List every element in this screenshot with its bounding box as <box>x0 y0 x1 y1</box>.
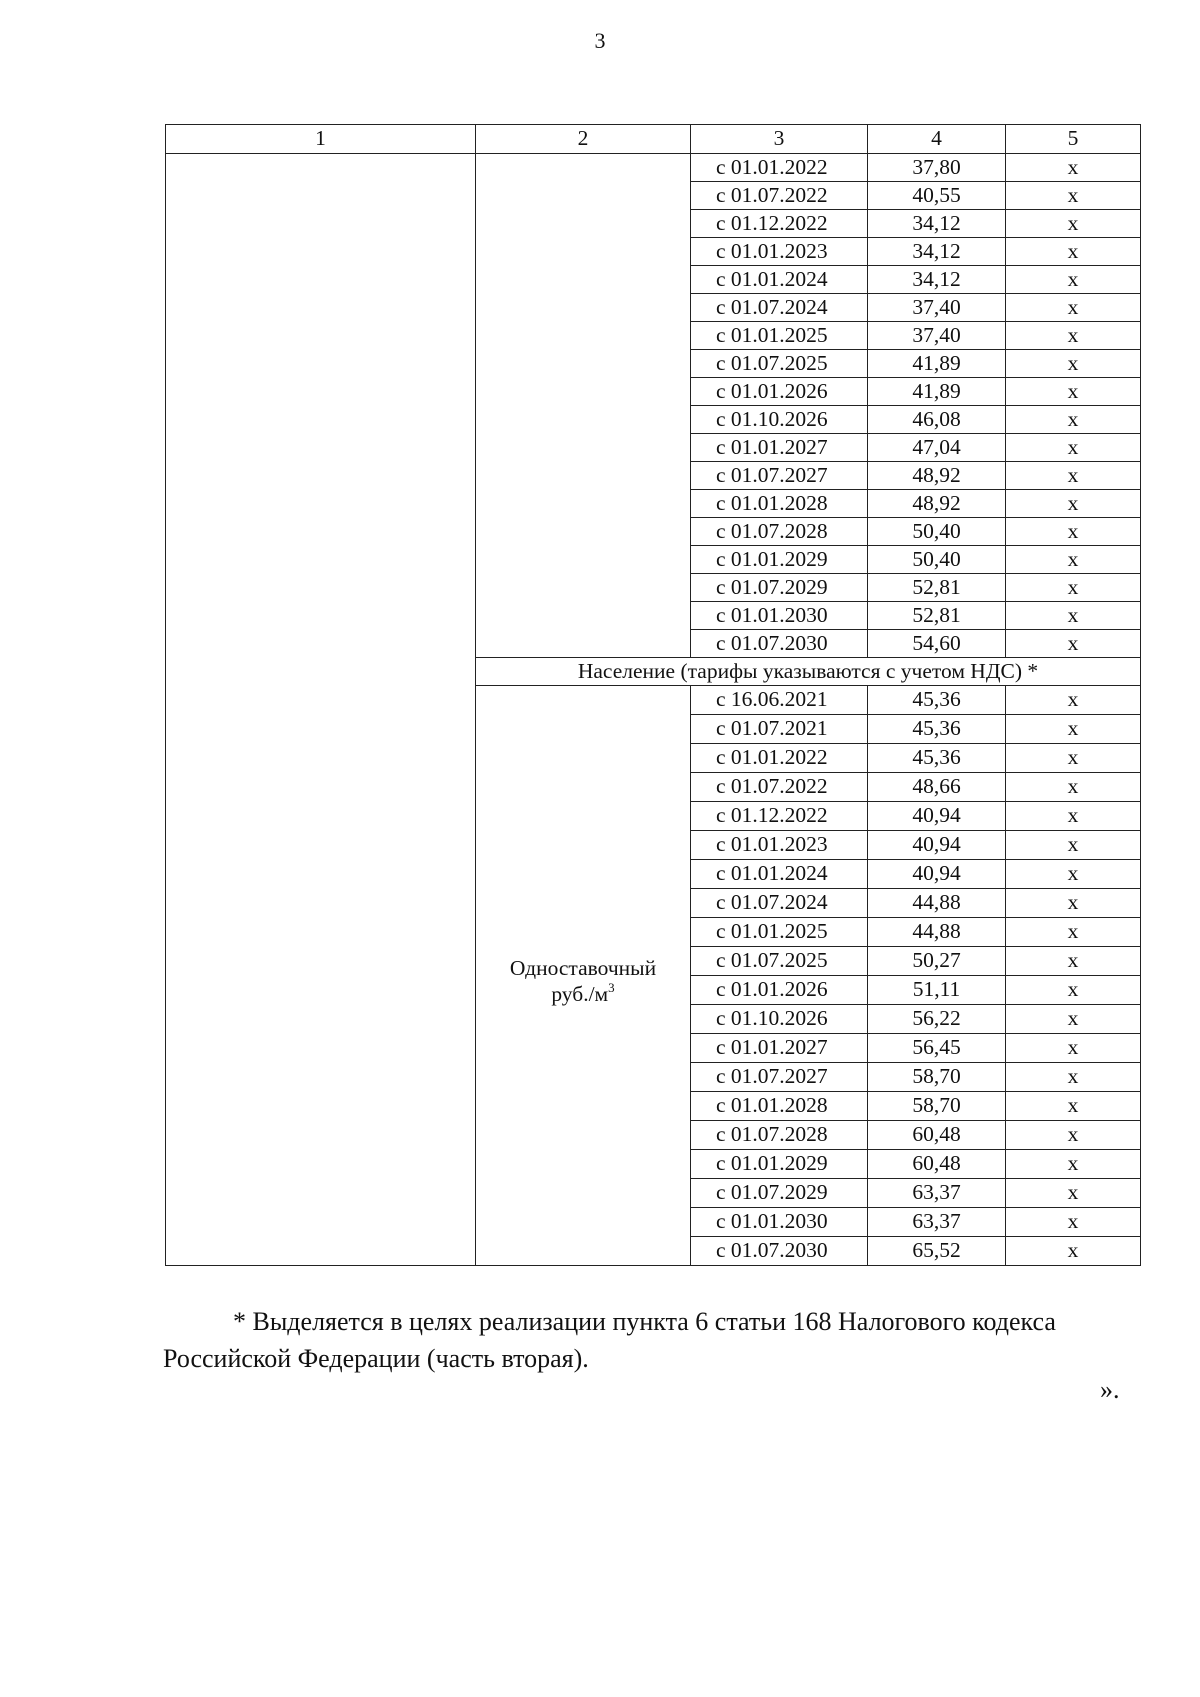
mark-cell: x <box>1006 686 1141 715</box>
date-cell: с 01.10.2026 <box>691 1005 868 1034</box>
value-cell: 46,08 <box>868 406 1006 434</box>
column-header-3: 3 <box>691 125 868 154</box>
mark-cell: x <box>1006 630 1141 658</box>
value-cell: 50,40 <box>868 518 1006 546</box>
value-cell: 58,70 <box>868 1092 1006 1121</box>
date-cell: с 01.07.2024 <box>691 889 868 918</box>
date-cell: с 01.07.2024 <box>691 294 868 322</box>
date-cell: с 01.01.2022 <box>691 154 868 182</box>
table-row <box>166 154 1141 182</box>
tariff-type-label: Одноставочный <box>509 955 657 980</box>
value-cell: 37,80 <box>868 154 1006 182</box>
date-cell: с 01.07.2022 <box>691 182 868 210</box>
date-cell: с 01.01.2022 <box>691 744 868 773</box>
mark-cell: x <box>1006 378 1141 406</box>
mark-cell: x <box>1006 860 1141 889</box>
value-cell: 60,48 <box>868 1150 1006 1179</box>
date-cell: с 01.07.2028 <box>691 518 868 546</box>
mark-cell: x <box>1006 1237 1141 1266</box>
column-header-1: 1 <box>166 125 476 154</box>
mark-cell: x <box>1006 1179 1141 1208</box>
mark-cell: x <box>1006 546 1141 574</box>
mark-cell: x <box>1006 406 1141 434</box>
date-cell: с 01.01.2025 <box>691 322 868 350</box>
column-header-2: 2 <box>476 125 691 154</box>
date-cell: с 01.01.2027 <box>691 1034 868 1063</box>
date-cell: с 01.01.2028 <box>691 1092 868 1121</box>
value-cell: 34,12 <box>868 210 1006 238</box>
date-cell: с 01.07.2030 <box>691 1237 868 1266</box>
date-cell: с 01.07.2030 <box>691 630 868 658</box>
value-cell: 60,48 <box>868 1121 1006 1150</box>
date-cell: с 01.01.2030 <box>691 1208 868 1237</box>
mark-cell: x <box>1006 744 1141 773</box>
closing-quote: ». <box>1100 1375 1120 1404</box>
mark-cell: x <box>1006 773 1141 802</box>
date-cell: с 01.01.2029 <box>691 546 868 574</box>
mark-cell: x <box>1006 574 1141 602</box>
date-cell: с 01.07.2022 <box>691 773 868 802</box>
value-cell: 45,36 <box>868 686 1006 715</box>
value-cell: 51,11 <box>868 976 1006 1005</box>
mark-cell: x <box>1006 889 1141 918</box>
mark-cell: x <box>1006 462 1141 490</box>
value-cell: 40,55 <box>868 182 1006 210</box>
date-cell: с 01.07.2027 <box>691 462 868 490</box>
date-cell: с 01.01.2028 <box>691 490 868 518</box>
mark-cell: x <box>1006 210 1141 238</box>
value-cell: 44,88 <box>868 889 1006 918</box>
value-cell: 40,94 <box>868 802 1006 831</box>
value-cell: 65,52 <box>868 1237 1006 1266</box>
date-cell: с 01.12.2022 <box>691 210 868 238</box>
value-cell: 34,12 <box>868 266 1006 294</box>
column-header-5: 5 <box>1006 125 1141 154</box>
mark-cell: x <box>1006 1208 1141 1237</box>
value-cell: 37,40 <box>868 322 1006 350</box>
date-cell: с 01.10.2026 <box>691 406 868 434</box>
mark-cell: x <box>1006 802 1141 831</box>
mark-cell: x <box>1006 831 1141 860</box>
date-cell: с 01.01.2026 <box>691 378 868 406</box>
date-cell: с 01.01.2024 <box>691 266 868 294</box>
mark-cell: x <box>1006 238 1141 266</box>
value-cell: 40,94 <box>868 860 1006 889</box>
date-cell: с 01.01.2027 <box>691 434 868 462</box>
value-cell: 48,92 <box>868 490 1006 518</box>
date-cell: с 01.12.2022 <box>691 802 868 831</box>
empty-column-cell <box>476 154 691 658</box>
value-cell: 63,37 <box>868 1208 1006 1237</box>
date-cell: с 01.07.2027 <box>691 1063 868 1092</box>
mark-cell: x <box>1006 976 1141 1005</box>
value-cell: 52,81 <box>868 574 1006 602</box>
date-cell: с 01.01.2024 <box>691 860 868 889</box>
mark-cell: x <box>1006 518 1141 546</box>
date-cell: с 01.01.2026 <box>691 976 868 1005</box>
mark-cell: x <box>1006 1034 1141 1063</box>
mark-cell: x <box>1006 1092 1141 1121</box>
mark-cell: x <box>1006 294 1141 322</box>
mark-cell: x <box>1006 182 1141 210</box>
mark-cell: x <box>1006 1150 1141 1179</box>
table-body <box>166 154 1141 1266</box>
date-cell: с 01.01.2029 <box>691 1150 868 1179</box>
tariff-unit-superscript: 3 <box>608 979 615 995</box>
mark-cell: x <box>1006 602 1141 630</box>
date-cell: с 01.07.2029 <box>691 1179 868 1208</box>
value-cell: 41,89 <box>868 378 1006 406</box>
mark-cell: x <box>1006 266 1141 294</box>
value-cell: 48,92 <box>868 462 1006 490</box>
date-cell: с 01.01.2030 <box>691 602 868 630</box>
date-cell: с 01.01.2023 <box>691 238 868 266</box>
mark-cell: x <box>1006 918 1141 947</box>
mark-cell: x <box>1006 322 1141 350</box>
date-cell: с 01.07.2029 <box>691 574 868 602</box>
value-cell: 50,27 <box>868 947 1006 976</box>
value-cell: 58,70 <box>868 1063 1006 1092</box>
mark-cell: x <box>1006 1121 1141 1150</box>
tariff-unit-label: руб./м <box>551 981 609 1006</box>
value-cell: 56,22 <box>868 1005 1006 1034</box>
date-cell: с 01.07.2028 <box>691 1121 868 1150</box>
value-cell: 44,88 <box>868 918 1006 947</box>
value-cell: 50,40 <box>868 546 1006 574</box>
column-header-4: 4 <box>868 125 1006 154</box>
footnote: * Выделяется в целях реализации пункта 6 статьи 168 Налогового кодекса Российской Федерации (часть вторая). <box>163 1307 1056 1373</box>
date-cell: с 01.07.2025 <box>691 947 868 976</box>
tariff-table <box>165 124 1141 1266</box>
value-cell: 45,36 <box>868 744 1006 773</box>
mark-cell: x <box>1006 1063 1141 1092</box>
mark-cell: x <box>1006 350 1141 378</box>
date-cell: с 01.01.2023 <box>691 831 868 860</box>
mark-cell: x <box>1006 434 1141 462</box>
date-cell: с 01.07.2025 <box>691 350 868 378</box>
mark-cell: x <box>1006 1005 1141 1034</box>
page-number: 3 <box>594 28 606 53</box>
empty-column-cell <box>166 154 476 1266</box>
date-cell: с 01.07.2021 <box>691 715 868 744</box>
tariff-type-cell <box>476 686 691 1266</box>
mark-cell: x <box>1006 947 1141 976</box>
date-cell: с 16.06.2021 <box>691 686 868 715</box>
value-cell: 63,37 <box>868 1179 1006 1208</box>
value-cell: 48,66 <box>868 773 1006 802</box>
value-cell: 40,94 <box>868 831 1006 860</box>
value-cell: 45,36 <box>868 715 1006 744</box>
value-cell: 47,04 <box>868 434 1006 462</box>
value-cell: 37,40 <box>868 294 1006 322</box>
date-cell: с 01.01.2025 <box>691 918 868 947</box>
mark-cell: x <box>1006 154 1141 182</box>
value-cell: 34,12 <box>868 238 1006 266</box>
table-header-row <box>166 125 1141 154</box>
value-cell: 56,45 <box>868 1034 1006 1063</box>
mark-cell: x <box>1006 490 1141 518</box>
value-cell: 41,89 <box>868 350 1006 378</box>
mark-cell: x <box>1006 715 1141 744</box>
group-label: Население (тарифы указываются с учетом НДС) * <box>476 658 1141 686</box>
value-cell: 54,60 <box>868 630 1006 658</box>
value-cell: 52,81 <box>868 602 1006 630</box>
